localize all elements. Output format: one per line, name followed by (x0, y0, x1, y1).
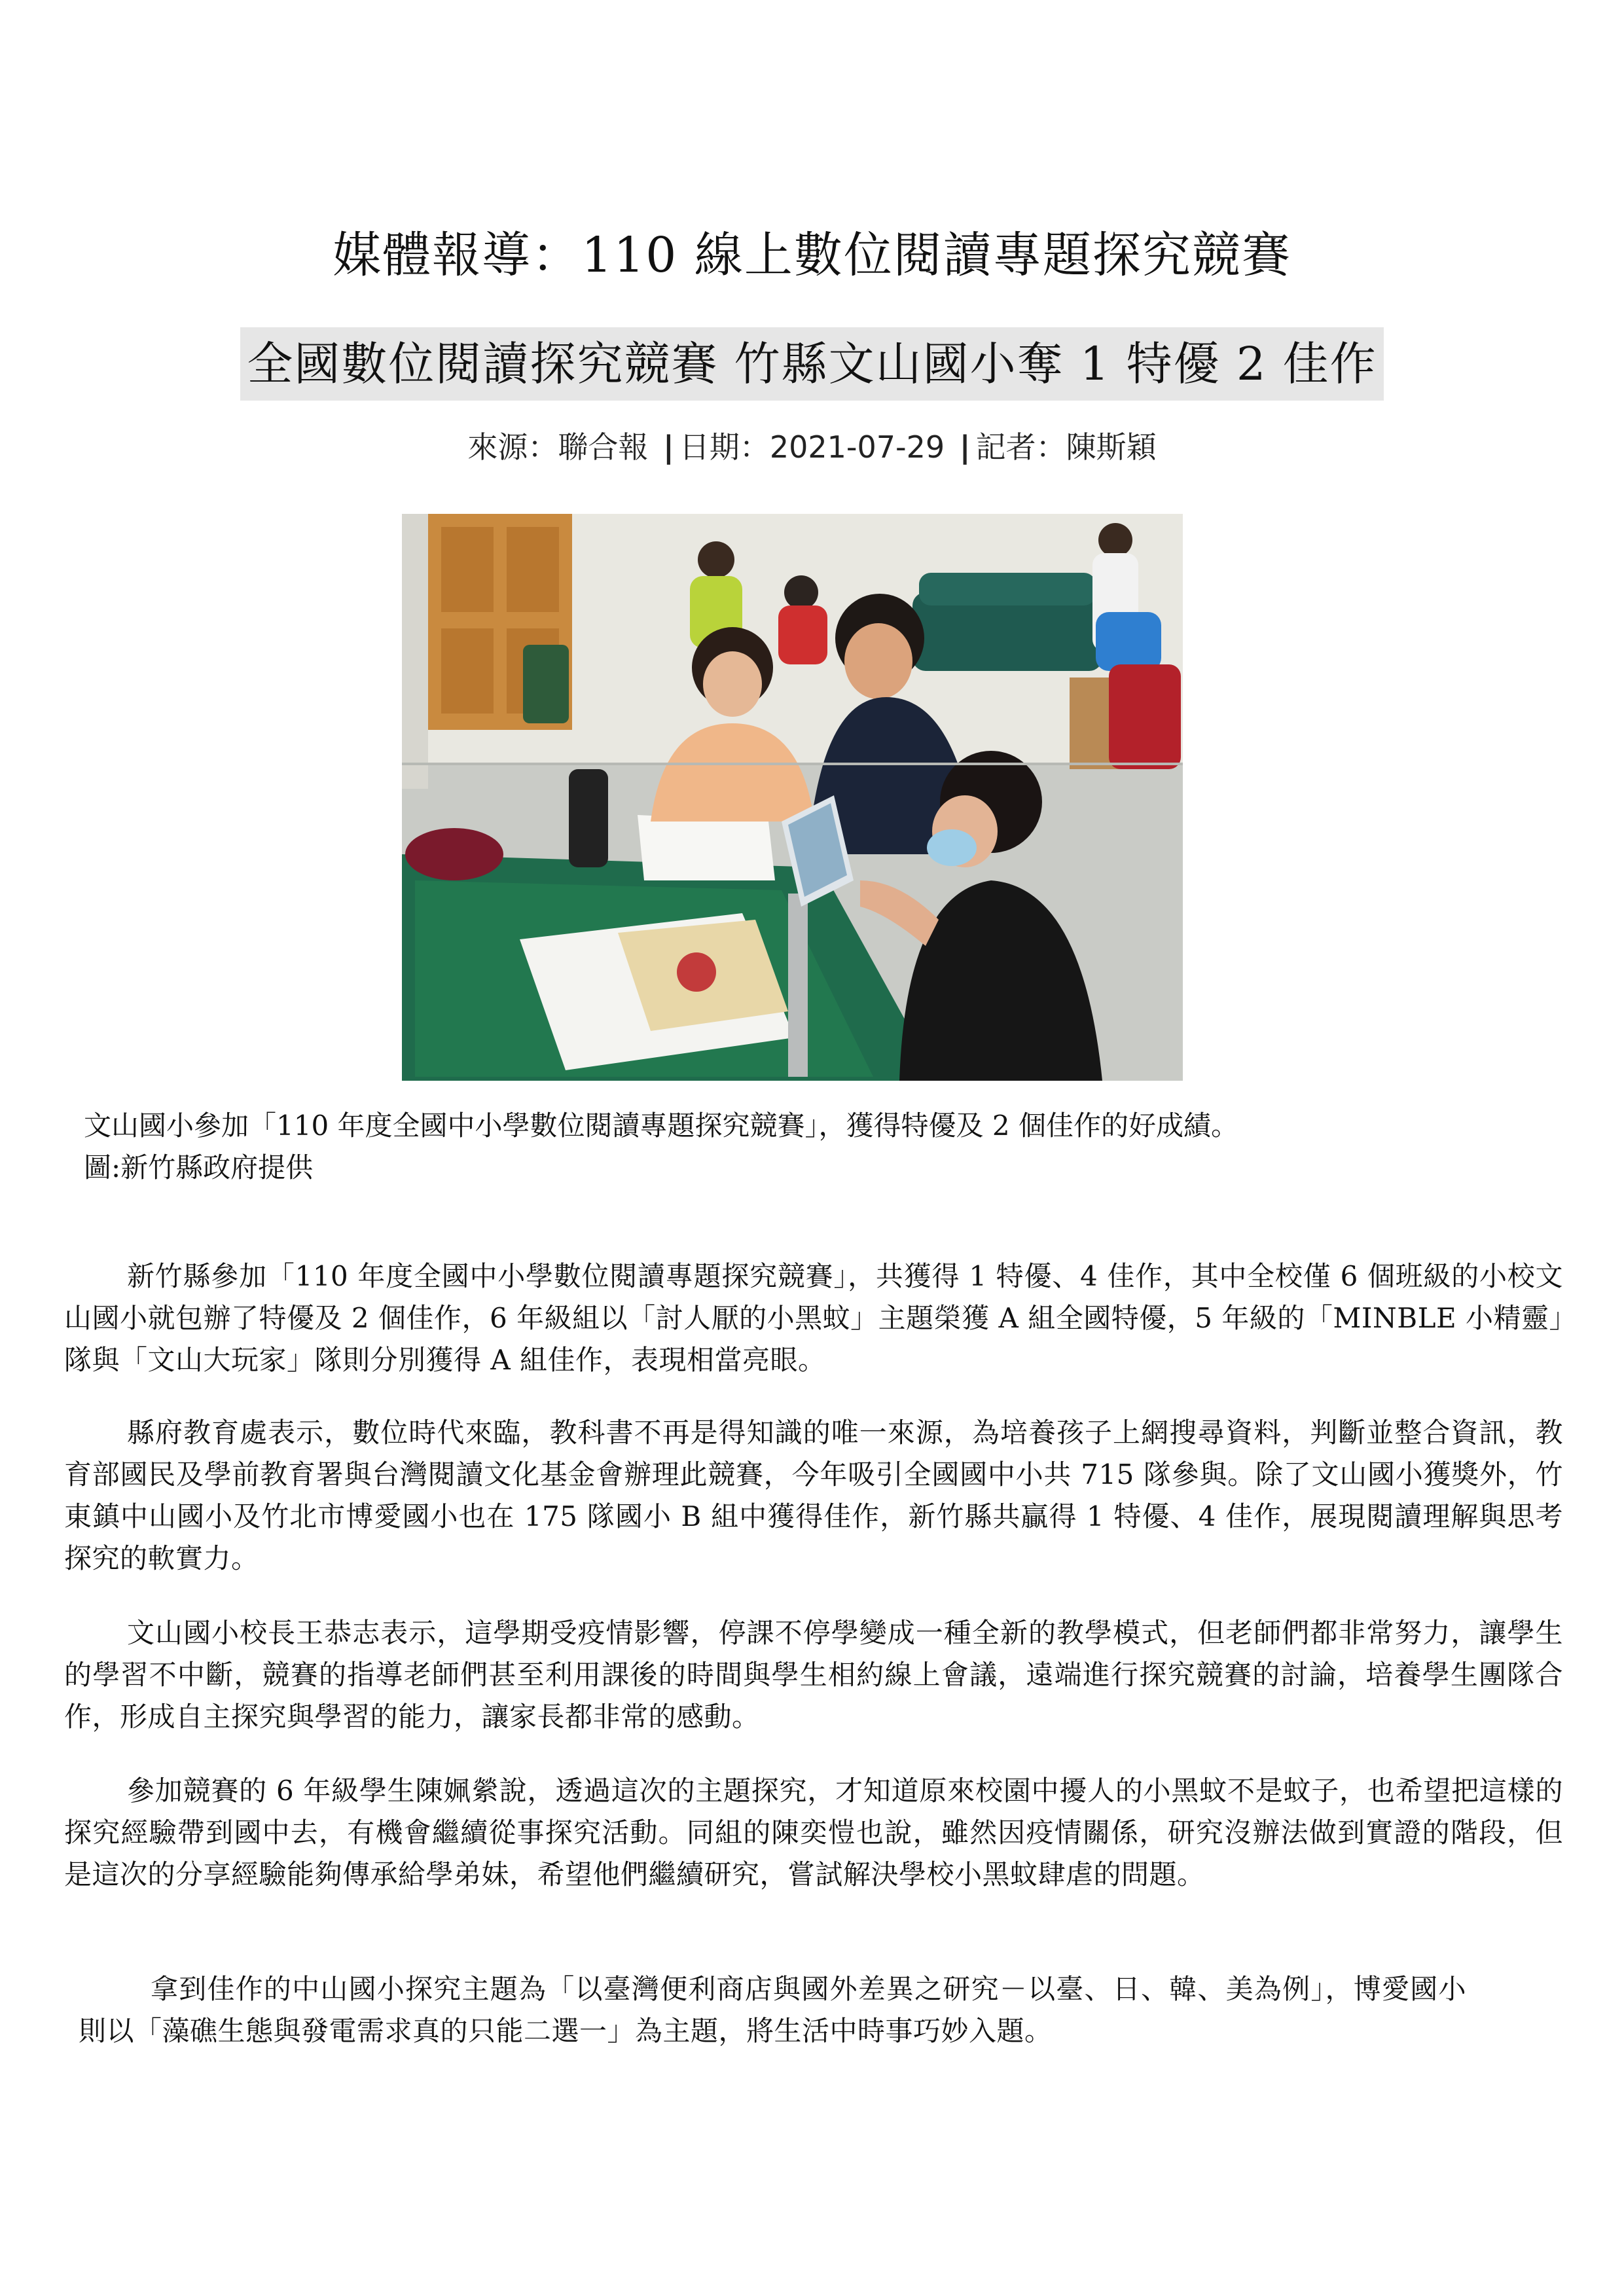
students-photo-illustration (402, 514, 1183, 1081)
body-paragraph-1: 新竹縣參加「110 年度全國中小學數位閱讀專題探究競賽」，共獲得 1 特優、4 佳作，其中全校僅 6 個班級的小校文山國小就包辦了特優及 2 個佳作，6 年級組以「討人厭的小黑蚊」主題榮獲 A 組全國特優，5 年級的「MINBLE 小精靈」隊與「文山大玩家」隊則分別獲得 A 組佳作，表現相當亮眼。 (64, 1260, 1563, 1376)
date: 日期：2021-07-29 (679, 429, 945, 465)
caption-credit: 圖:新竹縣政府提供 (84, 1151, 314, 1184)
reporter: 記者：陳斯穎 (975, 429, 1157, 465)
photo-caption (84, 1105, 1557, 1189)
body-paragraph-5: 拿到佳作的中山國小探究主題為「以臺灣便利商店與國外差異之研究－以臺、日、韓、美為例」，博愛國小則以「藻礁生態與發電需求真的只能二選一」為主題，將生活中時事巧妙入題。 (79, 1973, 1466, 2047)
headline: 媒體報導：110 線上數位閱讀專題探究競賽 (333, 227, 1291, 283)
body-paragraph-3: 文山國小校長王恭志表示，這學期受疫情影響，停課不停學變成一種全新的教學模式，但老師們都非常努力，讓學生的學習不中斷，競賽的指導老師們甚至利用課後的時間與學生相約線上會議，遠端進行探究競賽的討論，培養學生團隊合作，形成自主探究與學習的能力，讓家長都非常的感動。 (64, 1617, 1563, 1733)
subheadline-container (0, 327, 1624, 401)
byline-separator: | (959, 429, 971, 465)
byline (0, 424, 1624, 470)
caption-text: 文山國小參加「110 年度全國中小學數位閱讀專題探究競賽」，獲得特優及 2 個佳作的好成績。 (84, 1110, 1238, 1142)
body-paragraph-4: 參加競賽的 6 年級學生陳姵縈說，透過這次的主題探究，才知道原來校園中擾人的小黑蚊不是蚊子，也希望把這樣的探究經驗帶到國中去，有機會繼續從事探究活動。同組的陳奕愷也說，雖然因疫情關係，研究沒辦法做到實證的階段，但是這次的分享經驗能夠傳承給學弟妹，希望他們繼續研究，嘗試解決學校小黑蚊肆虐的問題。 (64, 1775, 1563, 1890)
source: 來源：聯合報 (467, 429, 649, 465)
article-photo (402, 514, 1183, 1081)
body-paragraph-2: 縣府教育處表示，數位時代來臨，教科書不再是得知識的唯一來源，為培養孩子上網搜尋資料，判斷並整合資訊，教育部國民及學前教育署與台灣閱讀文化基金會辦理此競賽，今年吸引全國國中小共 715 隊參與。除了文山國小獲獎外，竹東鎮中山國小及竹北市博愛國小也在 175 隊國小 B 組中獲得佳作，新竹縣共贏得 1 特優、4 佳作，展現閱讀理解與思考探究的軟實力。 (64, 1417, 1563, 1574)
subheadline: 全國數位閱讀探究競賽 竹縣文山國小奪 1 特優 2 佳作 (240, 327, 1383, 401)
byline-separator: | (663, 429, 674, 465)
